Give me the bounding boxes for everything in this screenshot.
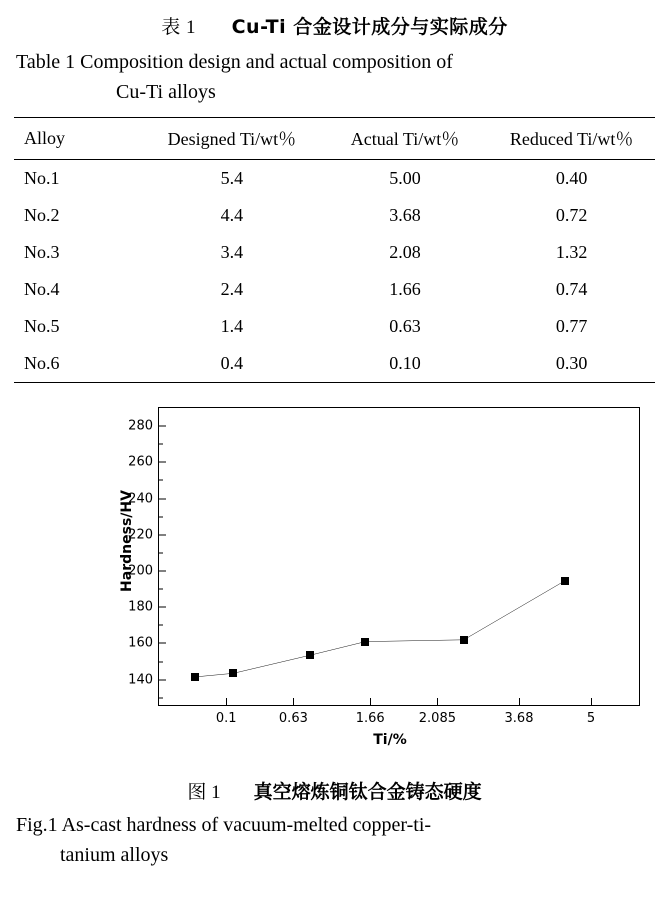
y-axis-minor-tick-mark: [159, 480, 163, 481]
cell-designed-ti: 2.4: [220, 279, 244, 299]
table-row: [14, 160, 655, 198]
y-axis-tick-mark: [159, 570, 166, 571]
y-axis-minor-tick-mark: [159, 516, 163, 517]
x-axis-tick-label: 0.63: [278, 711, 308, 726]
table-caption-chinese-label: 表 1: [161, 17, 197, 38]
table-caption-chinese: [14, 12, 655, 39]
y-axis-tick-label: 140: [128, 672, 153, 688]
figure-caption-chinese-text: 真空熔炼铜钛合金铸态硬度: [253, 781, 482, 803]
table-caption-english-line1: Table 1 Composition design and actual composition of: [16, 51, 453, 73]
y-axis-minor-tick-mark: [159, 589, 163, 590]
y-axis-tick-label: 280: [128, 418, 153, 434]
y-axis-tick-mark: [159, 462, 166, 463]
cell-reduced-ti: 0.74: [555, 279, 588, 299]
y-axis-minor-tick-mark: [159, 444, 163, 445]
y-axis-tick-mark: [159, 679, 166, 680]
x-axis-tick-mark: [437, 698, 438, 705]
table-caption-english: [14, 47, 655, 107]
table-body: [14, 160, 655, 383]
data-point-marker: [306, 651, 314, 659]
table-row: [14, 197, 655, 234]
y-axis-tick-mark: [159, 426, 166, 427]
x-axis-tick-mark: [519, 698, 520, 705]
data-point-marker: [361, 638, 369, 646]
cell-actual-ti: 0.63: [389, 316, 421, 336]
data-point-marker: [460, 636, 468, 644]
cell-reduced-ti: 0.40: [555, 168, 588, 188]
table-header: [14, 118, 655, 160]
cell-actual-ti: 1.66: [389, 279, 421, 299]
cell-alloy: No.6: [24, 353, 60, 373]
table-row: [14, 308, 655, 345]
page: [0, 12, 669, 903]
x-axis-label: Ti/%: [373, 732, 407, 748]
x-axis-tick-label: 5: [586, 711, 596, 726]
y-axis-tick-mark: [159, 534, 166, 535]
y-axis-minor-tick-mark: [159, 697, 163, 698]
composition-table: [14, 117, 655, 383]
y-axis-tick-mark: [159, 643, 166, 644]
cell-actual-ti: 3.68: [389, 205, 421, 225]
x-axis-tick-label: 0.1: [215, 711, 237, 726]
x-axis-tick-label: 3.68: [504, 711, 534, 726]
figure-caption-english-line2: tanium alloys: [60, 844, 169, 866]
cell-actual-ti: 0.10: [389, 353, 421, 373]
table-header-row: [14, 118, 655, 160]
cell-reduced-ti: 0.77: [555, 316, 588, 336]
cell-alloy: No.2: [24, 205, 60, 225]
column-header-designed-ti: Designed Ti/wt％: [167, 129, 297, 149]
x-axis-tick-label: 2.085: [418, 711, 456, 726]
data-point-marker: [561, 577, 569, 585]
cell-designed-ti: 4.4: [220, 205, 244, 225]
cell-designed-ti: 5.4: [220, 168, 244, 188]
figure-caption-chinese: [14, 777, 655, 804]
figure-caption-chinese-label: 图 1: [187, 782, 221, 803]
cell-alloy: No.1: [24, 168, 60, 188]
cell-actual-ti: 2.08: [389, 242, 421, 262]
y-axis-tick-mark: [159, 498, 166, 499]
y-axis-minor-tick-mark: [159, 552, 163, 553]
column-header-alloy: Alloy: [24, 127, 66, 148]
cell-actual-ti: 5.00: [389, 168, 421, 188]
x-axis-tick-mark: [293, 698, 294, 705]
column-header-actual-ti: Actual Ti/wt％: [350, 129, 460, 149]
table-caption-chinese-text: Cu-Ti 合金设计成分与实际成分: [231, 16, 508, 38]
cell-designed-ti: 0.4: [220, 353, 244, 373]
y-axis-tick-label: 200: [128, 563, 153, 579]
table-caption-english-line2: Cu-Ti alloys: [116, 81, 216, 103]
figure-caption-english-line1: Fig.1 As-cast hardness of vacuum-melted copper-ti-: [16, 814, 432, 836]
cell-reduced-ti: 1.32: [555, 242, 588, 262]
cell-designed-ti: 1.4: [220, 316, 244, 336]
table-row: [14, 234, 655, 271]
y-axis-minor-tick-mark: [159, 661, 163, 662]
x-axis-tick-mark: [226, 698, 227, 705]
cell-alloy: No.4: [24, 279, 60, 299]
plot-frame: [128, 407, 640, 726]
data-point-marker: [191, 673, 199, 681]
cell-reduced-ti: 0.30: [555, 353, 588, 373]
column-header-reduced-ti: Reduced Ti/wt％: [509, 129, 634, 149]
plot-area: [118, 399, 640, 754]
x-axis-tick-mark: [591, 698, 592, 705]
table-row: [14, 345, 655, 383]
y-axis-tick-label: 160: [128, 635, 153, 651]
cell-designed-ti: 3.4: [220, 242, 244, 262]
series-line: [159, 408, 639, 705]
y-axis-tick-label: 220: [128, 527, 153, 543]
table-row: [14, 271, 655, 308]
cell-alloy: No.3: [24, 242, 60, 262]
x-axis-tick-mark: [370, 698, 371, 705]
figure-caption-english: [14, 810, 655, 870]
data-series-line: [195, 581, 565, 677]
y-axis-tick-label: 240: [128, 491, 153, 507]
y-axis-minor-tick-mark: [159, 625, 163, 626]
y-axis-label: Hardness/HV: [118, 490, 135, 592]
cell-reduced-ti: 0.72: [555, 205, 588, 225]
y-axis-tick-label: 260: [128, 454, 153, 470]
y-axis-tick-mark: [159, 607, 166, 608]
cell-alloy: No.5: [24, 316, 60, 336]
y-axis-tick-label: 180: [128, 599, 153, 615]
data-point-marker: [229, 669, 237, 677]
x-axis-tick-label: 1.66: [355, 711, 385, 726]
figure-hardness-plot: [14, 393, 655, 773]
